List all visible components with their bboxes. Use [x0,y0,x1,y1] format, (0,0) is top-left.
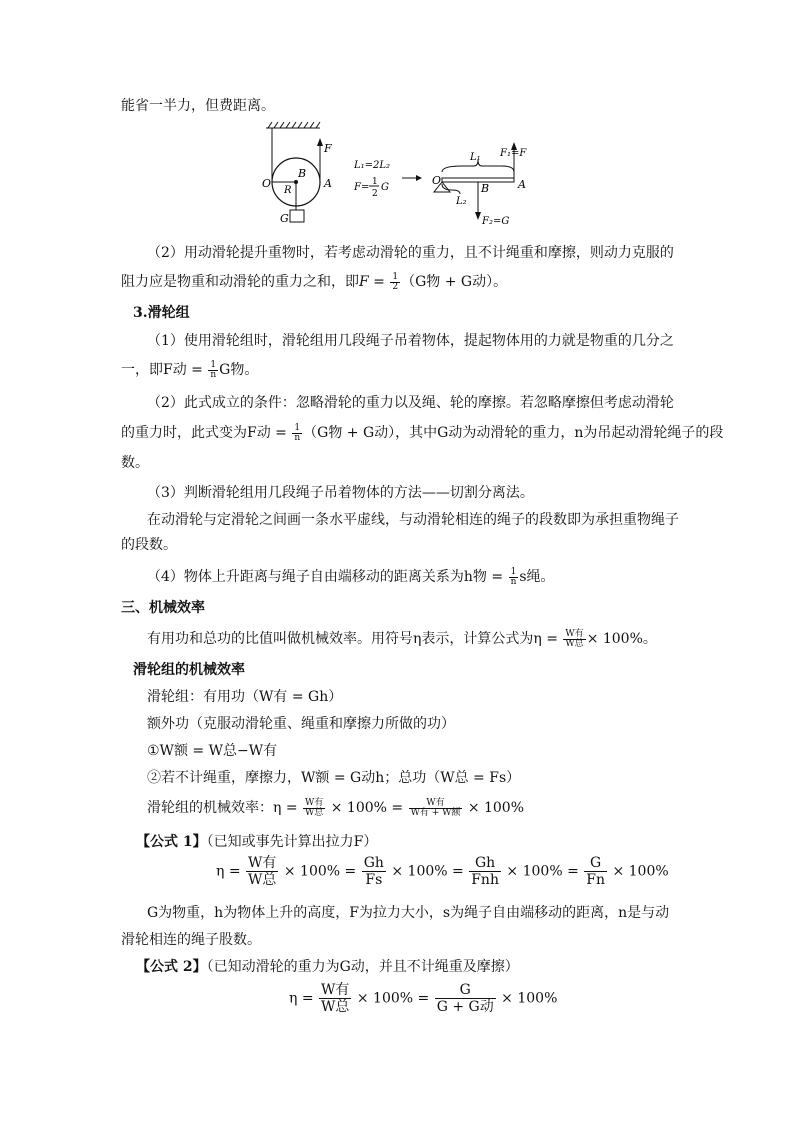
s2-line-c: 数。 [121,455,149,471]
s1-b-text: 一，即F动 = [121,362,203,378]
para-2-b-tail: （G物 + G动）。 [401,274,508,290]
e6-mid: × 100% = [330,800,404,816]
f1-frac-1: $\frac{\text{W有}}{\text{W总}}$ [248,855,277,888]
e6-tail: × 100% [467,800,525,816]
s4-text: （4）物体上升距离与绳子自由端移动的距离关系为h物 = [147,569,504,585]
svg-text:1: 1 [372,177,378,187]
para-2-b-text: 阻力应是物重和动滑轮的重力之和，即 [121,274,359,290]
svg-text:A: A [518,178,526,191]
formula-2-label: 【公式 2】 [136,959,207,975]
formula-1-equation: η = $\frac{\text{W有}}{\text{W总}}$ × 100% = $\frac{Gh}{Fs}$ × 100% = $\frac{Gh}{\text{Fnh}}$ × 100% = $\frac{G}{Fn}$ × 100% [216,855,669,888]
e1-text: 有用功和总功的比值叫做机械效率。用符号η表示，计算公式为η = [147,631,558,647]
e5-line: ②若不计绳重，摩擦力，W额 = G动h；总功（W总 = Fs） [147,770,521,786]
formula-2-heading [136,957,519,977]
s3-line-b: 在动滑轮与定滑轮之间画一条水平虚线，与动滑轮相连的绳子的段数即为承担重物绳子 [147,512,679,528]
s4-tail: s绳。 [519,569,555,585]
heading-pulley-efficiency: 滑轮组的机械效率 [133,662,245,678]
para-2-line-b: 阻力应是物重和动滑轮的重力之和，即F = $\frac{1}{2}$ （G物 + G动）。 [121,271,508,292]
lever-bar [442,178,514,182]
f2-frac-2: $\frac{G}{\text{G + G动}}$ [436,982,494,1015]
s3-line: （3）判断滑轮组用几段绳子吊着物体的方法——切割分离法。 [147,485,534,501]
svg-text:L₁=2L₂: L₁=2L₂ [354,160,391,171]
formula-2-text: （已知动滑轮的重力为G动，并且不计绳重及摩擦） [206,959,519,975]
e3-line: 额外功（克服动滑轮重、绳重和摩擦力所做的功） [147,716,455,732]
frac-e6-b: $\frac{\text{W有}}{\text{W有 + W额}}$ [410,797,461,818]
frac-w-ratio: $\frac{\text{W有}}{\text{W总}}$ [565,628,584,649]
s2-b1: 的重力时，此式变为F动 = [121,425,287,441]
s4-line [147,567,555,587]
formula-2-equation: η = $\frac{\text{W有}}{\text{W总}}$ × 100% = $\frac{G}{\text{G + G动}}$ × 100% [289,982,558,1015]
s3-line-c: 的段数。 [121,537,177,553]
f1-frac-4: $\frac{G}{Fn}$ [586,855,605,888]
frac-1-n-2: $\frac{1}{n}$ [294,422,301,443]
svg-text:L₁: L₁ [470,152,481,163]
formula-1-label: 【公式 1】 [136,834,207,850]
s2-line-b [121,423,723,443]
f1-frac-2: $\frac{Gh}{Fs}$ [363,855,384,888]
s2-line-a: （2）此式成立的条件：忽略滑轮的重力以及绳、轮的摩擦。若忽略摩擦但考虑动滑轮 [147,395,674,411]
frac-1-n-3: $\frac{1}{n}$ [510,566,517,587]
s1-line-a: （1）使用滑轮组时，滑轮组用几段绳子吊着物体，提起物体用的力就是物重的几分之 [147,333,674,349]
e6-line [147,798,524,818]
svg-text:L₂: L₂ [456,196,467,207]
svg-text:F₁=F: F₁=F [500,148,527,159]
svg-text:B: B [298,167,307,180]
formula-1-desc-b: 滑轮相连的绳子股数。 [121,932,261,948]
heading-efficiency: 三、机械效率 [121,600,205,616]
svg-text:G: G [381,182,389,193]
e2-line: 滑轮组：有用功（W有 = Gh） [147,689,343,705]
frac-e6-a: $\frac{\text{W有}}{\text{W总}}$ [305,797,324,818]
e6-text: 滑轮组的机械效率：η = [147,800,298,816]
frac-half: $\frac{1}{2}$ [392,271,399,292]
formula-1-heading [136,832,377,852]
para-2-line-a: （2）用动滑轮提升重物时，若考虑动滑轮的重力，且不计绳重和摩擦，则动力克服的 [147,245,674,261]
formula-1-text: （已知或事先计算出拉力F） [206,834,378,850]
frac-1-n: $\frac{1}{n}$ [210,359,217,380]
s2-b2: （G物 + G动），其中G动为动滑轮的重力，n为吊起动滑轮绳子的段 [303,425,724,441]
svg-text:R: R [284,185,292,196]
svg-text:A: A [324,177,332,190]
e1-tail: × 100%。 [586,631,657,647]
f2-frac-1: $\frac{\text{W有}}{\text{W总}}$ [321,982,350,1015]
weight-box [290,210,304,222]
s1-b-tail: G物。 [219,362,259,378]
svg-text:F₂=G: F₂=G [482,216,510,227]
text-line-1: 能省一半力，但费距离。 [121,98,275,114]
e1-line [147,629,657,649]
f1-frac-3: $\frac{Gh}{\text{Fnh}}$ [471,855,499,888]
svg-text:G: G [280,212,289,225]
svg-text:2: 2 [372,189,378,199]
svg-text:O: O [432,174,442,187]
s1-line-b [121,360,258,380]
heading-pulley-block: 3.滑轮组 [133,305,190,321]
e4-line: ①W额 = W总−W有 [147,743,278,759]
svg-text:O: O [262,177,272,190]
formula-1-desc-a: G为物重，h为物体上升的高度，F为拉力大小，s为绳子自由端移动的距离，n是与动 [147,905,670,921]
svg-text:F=: F= [354,182,370,193]
svg-text:B: B [481,182,490,195]
ceiling-hatch [266,122,320,128]
svg-text:F: F [324,142,332,155]
pulley-diagram [262,120,542,230]
